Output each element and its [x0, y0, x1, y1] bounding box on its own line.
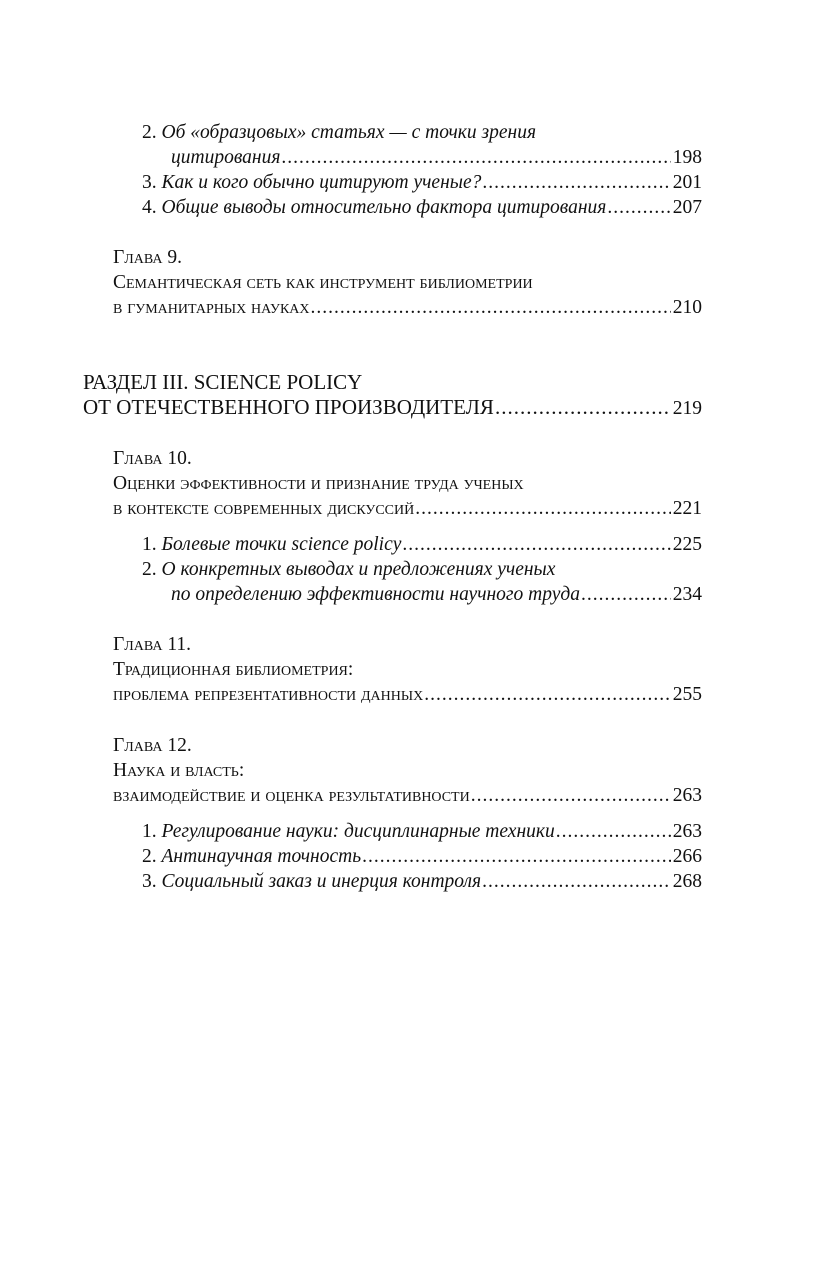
toc-entry-number: 2. — [142, 846, 157, 867]
chapter-9-label: Глава 9. — [113, 247, 182, 268]
chapter-10-title-line2[interactable]: в контексте современных дискуссий ..... 221 — [113, 496, 702, 521]
chapter-11-label: Глава 11. — [113, 634, 191, 655]
dot-leader — [311, 295, 671, 320]
toc-entry-title: Болевые точки science policy — [161, 534, 402, 555]
toc-entry-2-line1 — [142, 120, 702, 145]
chapter-10-item-2-line1 — [142, 557, 555, 582]
toc-entry-title-cont: по определению эффективности научного труда — [171, 584, 580, 605]
dot-leader — [415, 496, 671, 521]
page-number: 219 — [672, 398, 702, 419]
dot-leader — [362, 844, 671, 869]
page-number: 198 — [672, 147, 702, 168]
page-number: 210 — [672, 297, 702, 318]
page-number: 225 — [672, 534, 702, 555]
toc-entry-title: Социальный заказ и инерция контроля — [161, 871, 482, 892]
toc-entry-number: 3. — [142, 871, 157, 892]
dot-leader — [581, 582, 671, 607]
page-number: 255 — [672, 684, 702, 705]
dot-leader — [281, 145, 670, 170]
page-number: 221 — [672, 498, 702, 519]
chapter-11-title-line1: Традиционная библиометрия: — [113, 659, 354, 680]
chapter-10-label: Глава 10. — [113, 448, 192, 469]
page-number: 207 — [672, 197, 702, 218]
section-3-title-line2[interactable]: ОТ ОТЕЧЕСТВЕННОГО ПРОИЗВОДИТЕЛЯ ..... 219 — [83, 395, 702, 420]
chapter-11-title-line2[interactable]: проблема репрезентативности данных ..... 255 — [113, 682, 702, 707]
toc-entry-number: 1. — [142, 821, 157, 842]
chapter-12-item-3[interactable] — [142, 869, 702, 894]
page-number: 201 — [672, 172, 702, 193]
toc-entry-title: О конкретных выводах и предложениях ученых — [161, 559, 556, 580]
chapter-12-label: Глава 12. — [113, 735, 192, 756]
chapter-10-item-2-line2[interactable] — [171, 582, 702, 607]
dot-leader — [424, 682, 671, 707]
page-number: 263 — [672, 785, 702, 806]
dot-leader — [482, 170, 670, 195]
chapter-9-title-line1: Семантическая сеть как инструмент библиометрии — [113, 272, 533, 293]
toc-entry-title: Об «образцовых» статьях — с точки зрения — [161, 122, 537, 143]
chapter-10-title-line1: Оценки эффективности и признание труда ученых — [113, 473, 524, 494]
toc-entry-number: 3. — [142, 172, 157, 193]
toc-entry-title-cont: цитирования — [171, 147, 281, 168]
dot-leader — [402, 532, 670, 557]
page-number: 234 — [672, 584, 702, 605]
toc-entry-3[interactable] — [142, 170, 702, 195]
section-3-title-line1: РАЗДЕЛ III. SCIENCE POLICY — [83, 370, 363, 394]
toc-entry-number: 4. — [142, 197, 157, 218]
toc-entry-title: Регулирование науки: дисциплинарные техники — [161, 821, 555, 842]
dot-leader — [556, 819, 671, 844]
chapter-9-title-line2[interactable]: в гуманитарных науках ..... 210 — [113, 295, 702, 320]
page-number: 268 — [672, 871, 702, 892]
chapter-12-title-line2[interactable]: взаимодействие и оценка результативности ..... 263 — [113, 783, 702, 808]
chapter-12-item-1[interactable] — [142, 819, 702, 844]
toc-entry-2-line2[interactable] — [171, 145, 702, 170]
toc-entry-title: Антинаучная точность — [161, 846, 362, 867]
chapter-12-title-line1: Наука и власть: — [113, 760, 245, 781]
page-number: 266 — [672, 846, 702, 867]
toc-entry-title: Как и кого обычно цитируют ученые? — [161, 172, 482, 193]
dot-leader — [471, 783, 671, 808]
chapter-10-item-1[interactable] — [142, 532, 702, 557]
toc-entry-title: Общие выводы относительно фактора цитирования — [161, 197, 607, 218]
toc-entry-number: 1. — [142, 534, 157, 555]
dot-leader — [482, 869, 671, 894]
dot-leader — [607, 195, 670, 220]
toc-entry-number: 2. — [142, 122, 157, 143]
page-number: 263 — [672, 821, 702, 842]
chapter-12-item-2[interactable] — [142, 844, 702, 869]
dot-leader — [495, 395, 671, 420]
toc-entry-4[interactable] — [142, 195, 702, 220]
toc-entry-number: 2. — [142, 559, 157, 580]
